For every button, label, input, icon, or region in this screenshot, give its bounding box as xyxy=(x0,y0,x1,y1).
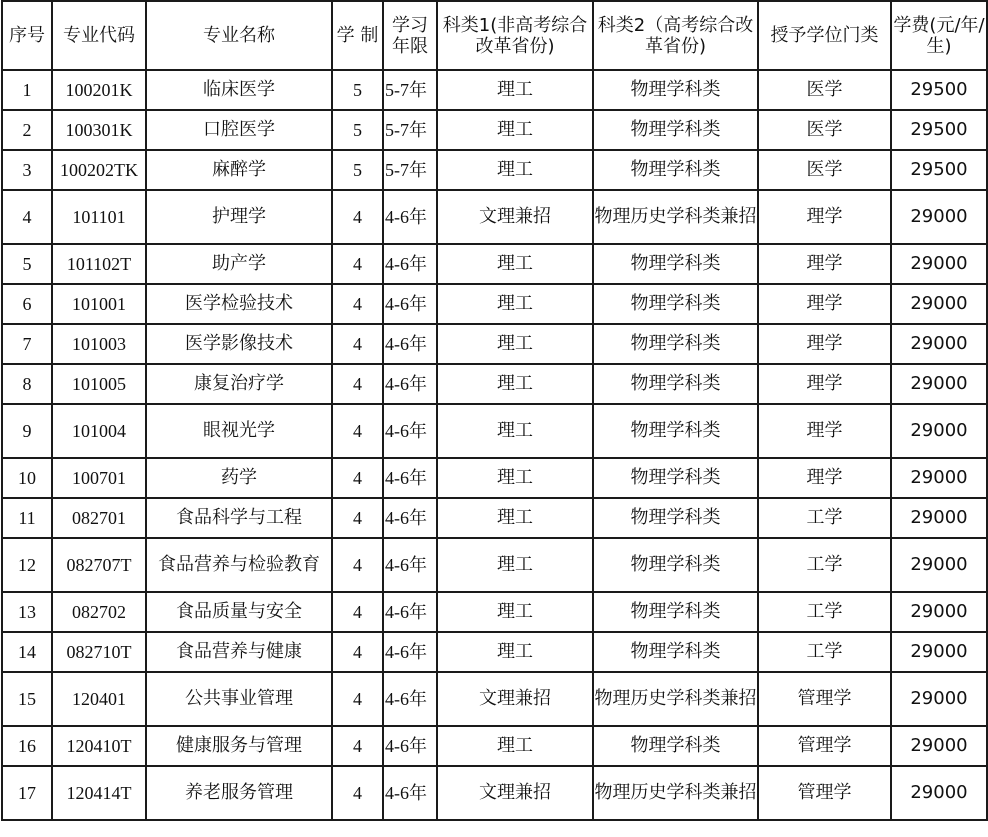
duration: 4 xyxy=(332,498,383,538)
study-years: 4-6年 xyxy=(383,766,437,820)
study-years: 4-6年 xyxy=(383,538,437,592)
category-1: 理工 xyxy=(437,538,593,592)
duration: 4 xyxy=(332,538,383,592)
category-1: 理工 xyxy=(437,498,593,538)
row-index: 3 xyxy=(2,150,52,190)
category-2: 物理学科类 xyxy=(593,498,758,538)
duration: 4 xyxy=(332,632,383,672)
major-name: 食品营养与健康 xyxy=(146,632,332,672)
table-row xyxy=(2,632,987,672)
tuition: 29000 xyxy=(891,538,987,592)
duration: 4 xyxy=(332,324,383,364)
duration: 4 xyxy=(332,364,383,404)
row-index: 17 xyxy=(2,766,52,820)
table-row xyxy=(2,70,987,110)
row-index: 12 xyxy=(2,538,52,592)
tuition: 29500 xyxy=(891,70,987,110)
major-name: 食品质量与安全 xyxy=(146,592,332,632)
tuition: 29000 xyxy=(891,458,987,498)
major-name: 眼视光学 xyxy=(146,404,332,458)
category-2: 物理学科类 xyxy=(593,364,758,404)
category-1: 理工 xyxy=(437,364,593,404)
row-index: 10 xyxy=(2,458,52,498)
header-major-name: 专业名称 xyxy=(146,1,332,70)
tuition: 29000 xyxy=(891,672,987,726)
category-1: 理工 xyxy=(437,324,593,364)
table-row xyxy=(2,110,987,150)
major-name: 麻醉学 xyxy=(146,150,332,190)
tuition: 29000 xyxy=(891,592,987,632)
row-index: 9 xyxy=(2,404,52,458)
major-code: 101004 xyxy=(52,404,146,458)
category-1: 理工 xyxy=(437,404,593,458)
major-name: 医学影像技术 xyxy=(146,324,332,364)
category-2: 物理学科类 xyxy=(593,244,758,284)
major-name: 食品科学与工程 xyxy=(146,498,332,538)
degree-type: 理学 xyxy=(758,190,891,244)
duration: 5 xyxy=(332,110,383,150)
tuition: 29000 xyxy=(891,364,987,404)
duration: 4 xyxy=(332,766,383,820)
table-row xyxy=(2,592,987,632)
duration: 5 xyxy=(332,70,383,110)
header-tuition: 学费(元/年/生) xyxy=(891,1,987,70)
major-code: 120401 xyxy=(52,672,146,726)
major-name: 医学检验技术 xyxy=(146,284,332,324)
header-duration: 学 制 xyxy=(332,1,383,70)
major-code: 100301K xyxy=(52,110,146,150)
duration: 4 xyxy=(332,404,383,458)
tuition: 29000 xyxy=(891,726,987,766)
study-years: 5-7年 xyxy=(383,70,437,110)
major-name: 口腔医学 xyxy=(146,110,332,150)
study-years: 4-6年 xyxy=(383,458,437,498)
tuition: 29000 xyxy=(891,324,987,364)
duration: 4 xyxy=(332,726,383,766)
header-category-2: 科类2（高考综合改革省份) xyxy=(593,1,758,70)
category-2: 物理历史学科类兼招 xyxy=(593,190,758,244)
major-name: 助产学 xyxy=(146,244,332,284)
study-years: 4-6年 xyxy=(383,632,437,672)
table-row xyxy=(2,404,987,458)
tuition: 29500 xyxy=(891,110,987,150)
row-index: 2 xyxy=(2,110,52,150)
row-index: 1 xyxy=(2,70,52,110)
category-2: 物理学科类 xyxy=(593,404,758,458)
major-code: 101101 xyxy=(52,190,146,244)
table-row xyxy=(2,324,987,364)
category-1: 理工 xyxy=(437,284,593,324)
tuition-table xyxy=(1,0,988,821)
duration: 5 xyxy=(332,150,383,190)
header-study-years: 学习年限 xyxy=(383,1,437,70)
major-code: 101102T xyxy=(52,244,146,284)
major-code: 082701 xyxy=(52,498,146,538)
category-2: 物理学科类 xyxy=(593,284,758,324)
major-code: 101003 xyxy=(52,324,146,364)
tuition: 29000 xyxy=(891,766,987,820)
study-years: 4-6年 xyxy=(383,244,437,284)
tuition: 29500 xyxy=(891,150,987,190)
table-row xyxy=(2,150,987,190)
category-2: 物理学科类 xyxy=(593,632,758,672)
major-name: 公共事业管理 xyxy=(146,672,332,726)
category-2: 物理学科类 xyxy=(593,458,758,498)
major-name: 护理学 xyxy=(146,190,332,244)
tuition: 29000 xyxy=(891,190,987,244)
category-1: 理工 xyxy=(437,150,593,190)
row-index: 14 xyxy=(2,632,52,672)
category-1: 理工 xyxy=(437,726,593,766)
table-row xyxy=(2,190,987,244)
tuition: 29000 xyxy=(891,404,987,458)
tuition: 29000 xyxy=(891,244,987,284)
degree-type: 管理学 xyxy=(758,672,891,726)
major-code: 100201K xyxy=(52,70,146,110)
row-index: 5 xyxy=(2,244,52,284)
duration: 4 xyxy=(332,244,383,284)
row-index: 8 xyxy=(2,364,52,404)
row-index: 15 xyxy=(2,672,52,726)
degree-type: 管理学 xyxy=(758,766,891,820)
degree-type: 工学 xyxy=(758,498,891,538)
study-years: 4-6年 xyxy=(383,324,437,364)
header-category-1: 科类1(非高考综合改革省份) xyxy=(437,1,593,70)
degree-type: 工学 xyxy=(758,632,891,672)
category-2: 物理学科类 xyxy=(593,70,758,110)
tuition: 29000 xyxy=(891,632,987,672)
row-index: 6 xyxy=(2,284,52,324)
degree-type: 理学 xyxy=(758,244,891,284)
tuition: 29000 xyxy=(891,284,987,324)
major-code: 120410T xyxy=(52,726,146,766)
study-years: 4-6年 xyxy=(383,364,437,404)
table-row xyxy=(2,498,987,538)
major-name: 养老服务管理 xyxy=(146,766,332,820)
study-years: 4-6年 xyxy=(383,592,437,632)
major-code: 100202TK xyxy=(52,150,146,190)
major-code: 120414T xyxy=(52,766,146,820)
major-code: 101005 xyxy=(52,364,146,404)
study-years: 5-7年 xyxy=(383,150,437,190)
degree-type: 理学 xyxy=(758,458,891,498)
category-1: 文理兼招 xyxy=(437,190,593,244)
major-code: 082707T xyxy=(52,538,146,592)
major-code: 100701 xyxy=(52,458,146,498)
row-index: 7 xyxy=(2,324,52,364)
major-name: 康复治疗学 xyxy=(146,364,332,404)
category-1: 理工 xyxy=(437,70,593,110)
duration: 4 xyxy=(332,190,383,244)
major-code: 082710T xyxy=(52,632,146,672)
study-years: 4-6年 xyxy=(383,190,437,244)
row-index: 16 xyxy=(2,726,52,766)
category-2: 物理学科类 xyxy=(593,726,758,766)
table-row xyxy=(2,284,987,324)
degree-type: 医学 xyxy=(758,110,891,150)
duration: 4 xyxy=(332,672,383,726)
major-name: 药学 xyxy=(146,458,332,498)
study-years: 4-6年 xyxy=(383,672,437,726)
major-code: 101001 xyxy=(52,284,146,324)
category-1: 理工 xyxy=(437,592,593,632)
header-degree-type: 授予学位门类 xyxy=(758,1,891,70)
header-index: 序号 xyxy=(2,1,52,70)
degree-type: 医学 xyxy=(758,150,891,190)
category-1: 理工 xyxy=(437,458,593,498)
major-name: 临床医学 xyxy=(146,70,332,110)
degree-type: 管理学 xyxy=(758,726,891,766)
duration: 4 xyxy=(332,592,383,632)
duration: 4 xyxy=(332,284,383,324)
table-row xyxy=(2,538,987,592)
major-name: 食品营养与检验教育 xyxy=(146,538,332,592)
category-1: 理工 xyxy=(437,110,593,150)
degree-type: 工学 xyxy=(758,538,891,592)
table-row xyxy=(2,726,987,766)
study-years: 4-6年 xyxy=(383,404,437,458)
category-2: 物理学科类 xyxy=(593,538,758,592)
category-2: 物理历史学科类兼招 xyxy=(593,766,758,820)
degree-type: 医学 xyxy=(758,70,891,110)
category-2: 物理学科类 xyxy=(593,110,758,150)
degree-type: 理学 xyxy=(758,364,891,404)
tuition: 29000 xyxy=(891,498,987,538)
table-row xyxy=(2,364,987,404)
table-row xyxy=(2,458,987,498)
category-1: 理工 xyxy=(437,632,593,672)
category-1: 理工 xyxy=(437,244,593,284)
row-index: 13 xyxy=(2,592,52,632)
major-code: 082702 xyxy=(52,592,146,632)
duration: 4 xyxy=(332,458,383,498)
study-years: 4-6年 xyxy=(383,284,437,324)
degree-type: 工学 xyxy=(758,592,891,632)
category-2: 物理学科类 xyxy=(593,150,758,190)
category-2: 物理历史学科类兼招 xyxy=(593,672,758,726)
header-row xyxy=(2,1,987,70)
major-name: 健康服务与管理 xyxy=(146,726,332,766)
study-years: 5-7年 xyxy=(383,110,437,150)
degree-type: 理学 xyxy=(758,324,891,364)
table-row xyxy=(2,244,987,284)
header-code: 专业代码 xyxy=(52,1,146,70)
category-1: 文理兼招 xyxy=(437,766,593,820)
study-years: 4-6年 xyxy=(383,498,437,538)
table-row xyxy=(2,766,987,820)
study-years: 4-6年 xyxy=(383,726,437,766)
category-2: 物理学科类 xyxy=(593,592,758,632)
degree-type: 理学 xyxy=(758,404,891,458)
category-1: 文理兼招 xyxy=(437,672,593,726)
degree-type: 理学 xyxy=(758,284,891,324)
row-index: 11 xyxy=(2,498,52,538)
row-index: 4 xyxy=(2,190,52,244)
table-row xyxy=(2,672,987,726)
category-2: 物理学科类 xyxy=(593,324,758,364)
